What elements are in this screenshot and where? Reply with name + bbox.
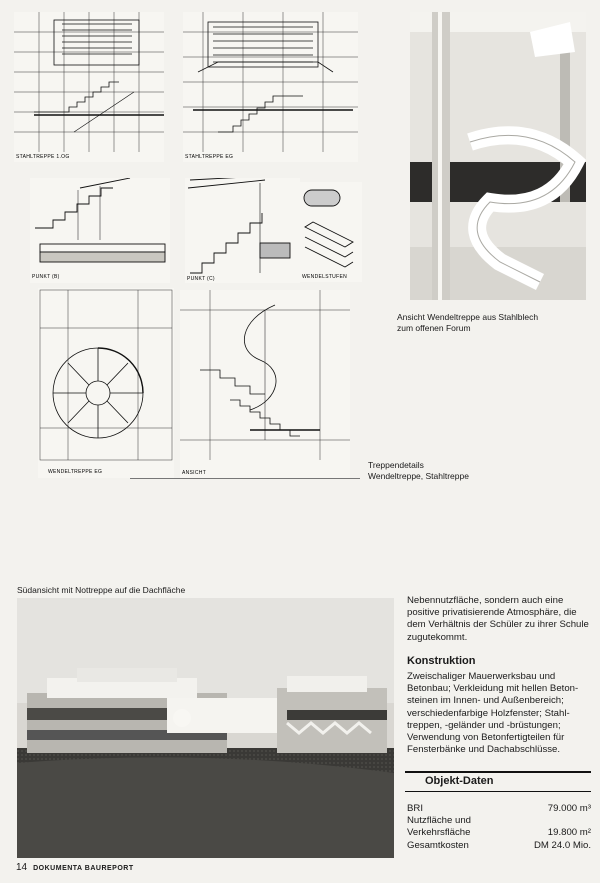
text-line: treppen, -geländer und -brüstungen; (407, 719, 561, 731)
drawing-punkt-c (185, 178, 300, 283)
drawing-wendelstufen (300, 182, 362, 282)
data-label: Nutzfläche und (407, 815, 471, 827)
data-label: Gesamtkosten (407, 839, 469, 851)
data-row (407, 803, 591, 815)
text-line: Betonbau; Verkleidung mit hellen Beton- (407, 683, 579, 695)
data-value: DM 24.0 Mio. (533, 839, 591, 851)
drawing-baseline (130, 478, 360, 479)
text-line: Verwendung von Betonfertigteilen für (407, 732, 565, 744)
drawing-ansicht (180, 290, 350, 478)
objekt-daten-table (407, 803, 591, 852)
label-ansicht: ANSICHT (182, 470, 207, 476)
footer-brand: DOKUMENTA BAUREPORT (33, 865, 134, 872)
caption-south-view: Südansicht mit Nottreppe auf die Dachfläche (17, 585, 186, 595)
drawing-wendeltreppe-eg (38, 288, 174, 478)
caption-line: Treppendetails (368, 460, 424, 470)
page-number: 14 (16, 862, 28, 873)
data-row (407, 840, 591, 852)
caption-line: zum offenen Forum (397, 323, 471, 333)
caption-line: Wendeltreppe, Stahltreppe (368, 471, 469, 481)
drawing-stahltreppe-eg (183, 12, 358, 162)
label-wendelstufen: WENDELSTUFEN (302, 274, 347, 280)
text-line: Fensterbänke und Dachabschlüsse. (407, 744, 561, 756)
photo-south-view (17, 598, 394, 858)
photo-spiral-staircase (410, 12, 586, 300)
intro-text (407, 595, 592, 644)
text-line: zugutekommt. (407, 631, 468, 643)
text-line: positive privatisierende Atmosphäre, die (407, 607, 577, 619)
drawing-stahltreppe-1og (14, 12, 164, 162)
text-line: dem Verhältnis der Schüler zu ihrer Schule (407, 619, 589, 631)
drawing-punkt-b (30, 178, 170, 283)
data-label: BRI (407, 803, 423, 814)
caption-spiral-photo (397, 312, 587, 334)
objekt-daten-header (405, 771, 591, 792)
label-punkt-c: PUNKT (C) (187, 276, 215, 282)
objekt-daten-heading: Objekt-Daten (425, 775, 494, 787)
label-punkt-b: PUNKT (B) (32, 274, 60, 280)
data-row (407, 815, 591, 827)
data-value: 19.800 m² (547, 827, 591, 839)
label-stahltreppe-eg: STAHLTREPPE EG (185, 154, 234, 160)
konstruktion-heading: Konstruktion (407, 655, 476, 667)
data-value: 79.000 m³ (547, 803, 591, 814)
text-line: verschiedenfarbige Holzfenster; Stahl- (407, 707, 570, 719)
caption-details (368, 460, 568, 482)
konstruktion-text (407, 671, 592, 756)
label-stahltreppe-1og: STAHLTREPPE 1.OG (16, 154, 70, 160)
label-wendeltreppe-eg: WENDELTREPPE EG (48, 469, 103, 475)
footer (16, 862, 316, 876)
text-line: Nebennutzfläche, sondern auch eine (407, 595, 564, 606)
caption-line: Ansicht Wendeltreppe aus Stahlblech (397, 312, 539, 322)
data-row (407, 827, 591, 839)
text-line: steinen im Innen- und Außenbereich; (407, 695, 564, 707)
text-line: Zweischaliger Mauerwerksbau und (407, 671, 556, 682)
data-label: Verkehrsfläche (407, 827, 471, 839)
